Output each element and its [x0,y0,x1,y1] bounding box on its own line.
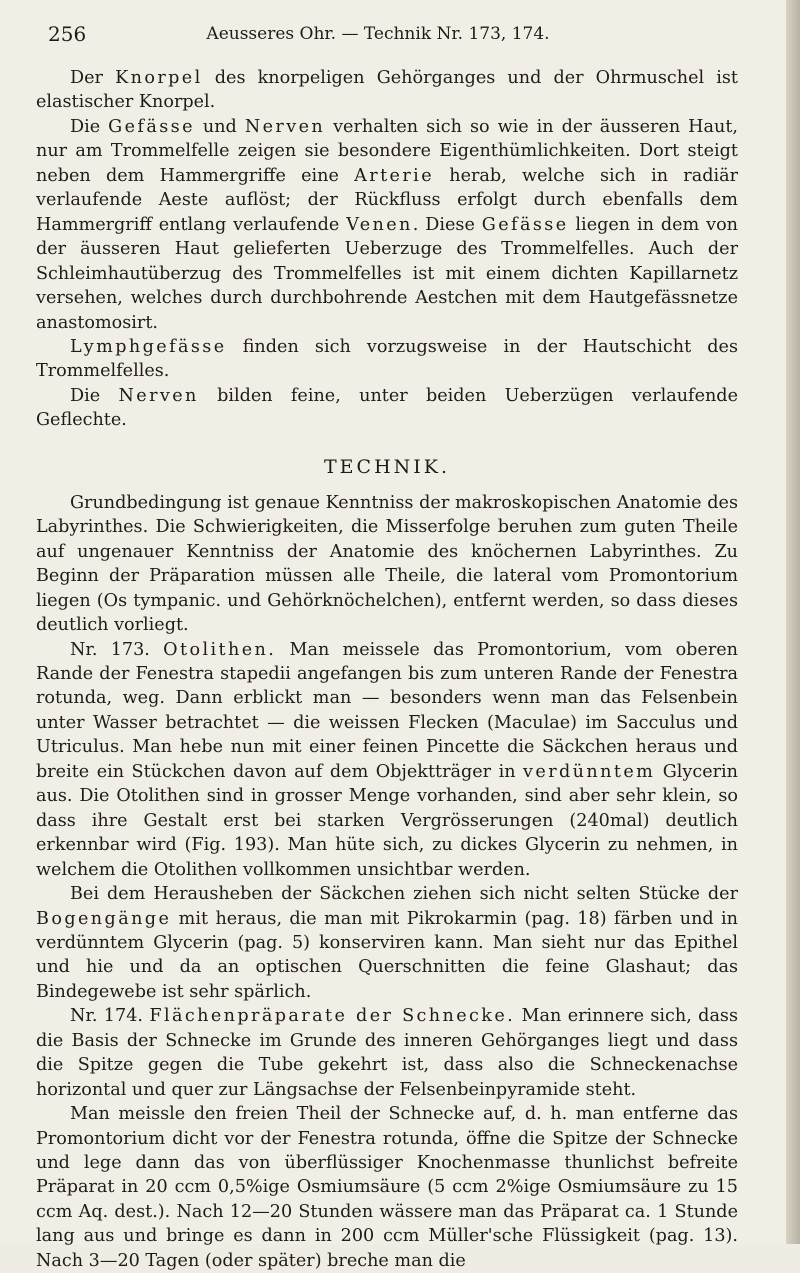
paragraph-nerven [36,384,738,433]
paragraph-schnecke [36,1102,738,1273]
text-run: Man erinnere sich, dass die Basis der Schnecke im Grunde des inneren Gehörganges liegt und dass die Spitze gegen die Tube gekehrt ist, dass also die Schneckenachse horizontal und quer zur Längsachse der Felsenbeinpyramide steht. [36,1006,738,1100]
paragraph-flaechenpraeparate [36,1004,738,1102]
text-run: mit heraus, die man mit Pikrokarmin (pag. 18) färben und in verdünntem Glycerin (pag. 5) konserviren kann. Man sieht nur das Epithel und hie und da an optischen Querschnitten die feine Glashaut; das Bindegewebe ist sehr spärlich. [36,908,738,1002]
page-edge-shadow [786,0,800,1244]
spaced-term: Bogengänge [36,908,172,929]
paragraph-otolithen [36,638,738,883]
text-run: Nr. 174. [70,1006,150,1027]
spaced-term: Otolithen. [163,639,277,660]
text-run: Glycerin aus. Die Otolithen sind in grosser Menge vorhanden, sind aber sehr klein, so dass ihre Gestalt erst bei starken Vergrösserungen (240mal) deutlich erkennbar wird (Fig. 193). Man hüte sich, zu dickes Glycerin zu nehmen, in welchem die Otolithen vollkommen unsichtbar werden. [36,761,738,880]
spaced-term: Nerven [244,116,326,137]
text-run: und [194,116,245,137]
text-run: liegen in dem von der äusseren Haut gelieferten Ueberzuge des Trommelfelles. Auch der Schleimhautüberzug des Trommelfelles ist mit einem dichten Kapillarnetz versehen, welches durch durchbohrende Aestchen mit dem Hautgefässnetze anastomosirt. [36,214,738,333]
text-run: Der [70,68,116,88]
page-body [36,66,738,1273]
paragraph-bogengaenge [36,882,738,1004]
paragraph-grundbedingung [36,491,738,638]
text-run: des knorpeligen Gehörganges und der Ohrmuschel ist elastischer Knorpel. [36,68,738,113]
spaced-term: verdünntem [523,761,656,782]
spaced-term: Arterie [354,165,435,186]
text-run: Nr. 173. [70,639,164,660]
spaced-term: Knorpel [115,68,203,88]
paragraph-lymphgefaesse [36,335,738,384]
running-header [48,22,708,48]
spaced-term: Flächenpräparate der Schnecke. [149,1006,516,1027]
text-run: Die [70,385,119,406]
spaced-term: Gefässe [108,116,195,137]
spaced-term: Nerven [118,385,199,406]
paragraph-gefaesse [36,115,738,335]
spaced-term: Venen [346,214,413,235]
text-run: finden sich vorzugsweise in der Hautschicht des Trommelfelles. [36,336,738,382]
page-number: 256 [48,22,87,46]
text-run: . Diese [412,214,482,235]
running-title: Aeusseres Ohr. — Technik Nr. 173, 174. [206,24,550,44]
text-run: Man meissle den freien Theil der Schnecke auf, d. h. man entferne das Promontorium dicht vor der Fenestra rotunda, öffne die Spitze der Schnecke und lege dann das von überflüssiger Knochenmasse thunlichst befreite Präparat in 20 ccm 0,5%ige Osmiumsäure (5 ccm 2%ige Osmiumsäure zu 15 ccm Aq. dest.). Nach 12—20 Stunden wässere man das Präparat ca. 1 Stunde lang aus und bringe es dann in 200 ccm Müller'sche Flüssigkeit (pag. 13). Nach 3—20 Tagen (oder später) breche man die [36,1104,738,1271]
spaced-term: Lymphgefässe [70,336,227,357]
text-run: Bei dem Herausheben der Säckchen ziehen sich nicht selten Stücke der [70,884,738,905]
spaced-term: Gefässe [481,214,569,235]
paragraph-knorpel [36,66,738,115]
text-run: Man meissele das Promontorium, vom oberen Rande der Fenestra stapedii angefangen bis zum unteren Rande der Fenestra rotunda, weg. Dann erblickt man — besonders wenn man das Felsenbein unter Wasser betrachtet — die weissen Flecken (Maculae) im Sacculus und Utriculus. Man hebe nun mit einer feinen Pincette die Säckchen heraus und breite ein Stückchen davon auf dem Objektträger in [36,639,738,782]
text-run: verhalten sich so wie in der äusseren Haut, nur am Trommelfelle zeigen sie besondere Eigenthümlichkeiten. Dort steigt neben dem Hammergriffe eine [36,116,738,186]
text-run: bilden feine, unter beiden Ueberzügen verlaufende Geflechte. [36,385,738,431]
text-run: herab, welche sich in radiär verlaufende Aeste auflöst; der Rückfluss erfolgt durch ebenfalls dem Hammergriff entlang verlaufende [36,165,738,235]
section-heading: TECHNIK. [323,455,450,478]
text-run: Grundbedingung ist genaue Kenntniss der makroskopischen Anatomie des Labyrinthes. Die Schwierigkeiten, die Misserfolge beruhen zum guten Theile auf ungenauer Kenntniss der Anatomie des knöchernen Labyrinthes. Zu Beginn der Präparation müssen alle Theile, die lateral vom Promontorium liegen (Os tympanic. und Gehörknöchelchen), entfernt werden, so dass dieses deutlich vorliegt. [36,492,738,636]
text-run: Die [70,116,109,137]
